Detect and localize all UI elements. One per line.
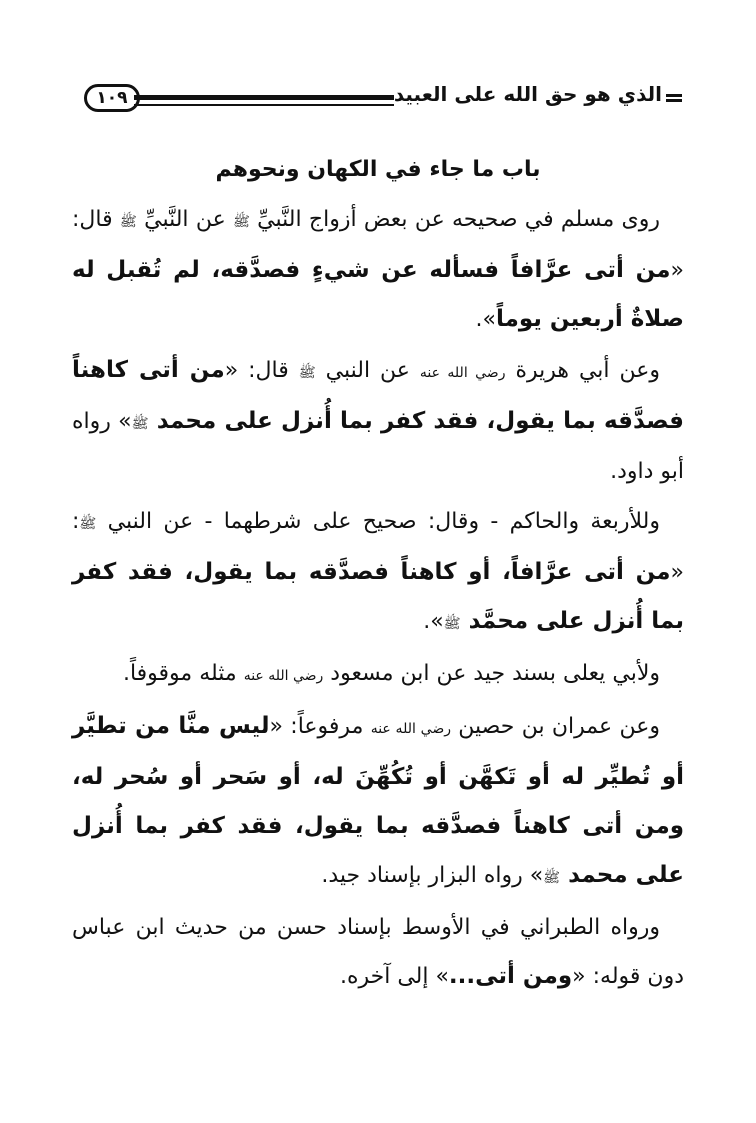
- running-title: الذي هو حق الله على العبيد: [393, 82, 662, 106]
- body-text: قال: «: [72, 207, 684, 283]
- paragraph: [72, 346, 684, 496]
- section-title: باب ما جاء في الكهان ونحوهم: [215, 157, 541, 182]
- honorific-glyph: رضي الله عنه: [243, 668, 324, 684]
- hadith-text: ليس منَّا من تطيَّر أو تُطيِّر له أو تَكهَّن أو تُكُهِّنَ له، أو سَحر أو سُحر له، ومن أتى كاهناً فصدَّقه بما يقول، فقد كفر بما أُنزل على محمد: [72, 713, 684, 888]
- body-text: ولأبي يعلى بسند جيد عن ابن مسعود: [323, 661, 660, 686]
- paragraph: [72, 904, 684, 1001]
- page-header: [84, 82, 682, 116]
- paragraph: [72, 196, 684, 344]
- header-rule-thick: [134, 95, 394, 100]
- honorific-glyph: ﷺ: [298, 365, 316, 381]
- paragraph: [72, 702, 684, 902]
- honorific-glyph: ﷺ: [131, 416, 149, 432]
- body-text: : «: [72, 509, 684, 585]
- honorific-glyph: ﷺ: [119, 214, 137, 230]
- hadith-text: من أتى عرَّافاً، أو كاهناً فصدَّقه بما يقول، فقد كفر بما أُنزل على محمَّد: [72, 559, 684, 634]
- honorific-glyph: رضي الله عنه: [419, 365, 506, 381]
- body-text: مثله موقوفاً.: [122, 661, 244, 686]
- body-text: قال: «: [224, 358, 299, 383]
- paragraph: [72, 650, 684, 700]
- honorific-glyph: ﷺ: [543, 870, 561, 886]
- header-ornament: [666, 94, 682, 97]
- body-text: عن النَّبيِّ: [136, 207, 233, 232]
- body-text: وعن عمران بن حصين: [450, 714, 660, 739]
- body-text: ».: [423, 609, 444, 634]
- body-text: مرفوعاً: «: [269, 714, 371, 739]
- paragraph: [72, 498, 684, 648]
- hadith-text: ومن أتى...: [448, 963, 573, 989]
- body-text: » إلى آخره.: [339, 964, 449, 989]
- header-rule-thin: [134, 104, 394, 106]
- body-text: ».: [475, 307, 496, 332]
- body-text: وعن أبي هريرة: [505, 358, 660, 383]
- body-text: ورواه الطبراني في الأوسط بإسناد حسن من حديث ابن عباس دون قوله: «: [72, 915, 684, 989]
- honorific-glyph: رضي الله عنه: [370, 721, 451, 737]
- hadith-text: من أتى عرَّافاً فسأله عن شيءٍ فصدَّقه، لم تُقبل له صلاةٌ أربعين يوماً: [72, 257, 684, 332]
- honorific-glyph: ﷺ: [79, 516, 97, 532]
- body-text: عن النبي: [315, 358, 420, 383]
- body-text: روى مسلم في صحيحه عن بعض أزواج النَّبيِّ: [249, 207, 660, 232]
- paragraph-list: [72, 196, 684, 1001]
- body-text: وللأربعة والحاكم - وقال: صحيح على شرطهما - عن النبي: [96, 509, 660, 534]
- body-text: » رواه البزار بإسناد جيد.: [321, 863, 544, 888]
- honorific-glyph: ﷺ: [443, 616, 461, 632]
- page-content: [72, 150, 684, 1001]
- honorific-glyph: ﷺ: [232, 214, 250, 230]
- hadith-text: من أتى كاهناً فصدَّقه بما يقول، فقد كفر بما أُنزل على محمد: [72, 357, 684, 434]
- body-text: » رواه أبو داود.: [72, 409, 684, 484]
- page-number: ١٠٩: [84, 84, 140, 112]
